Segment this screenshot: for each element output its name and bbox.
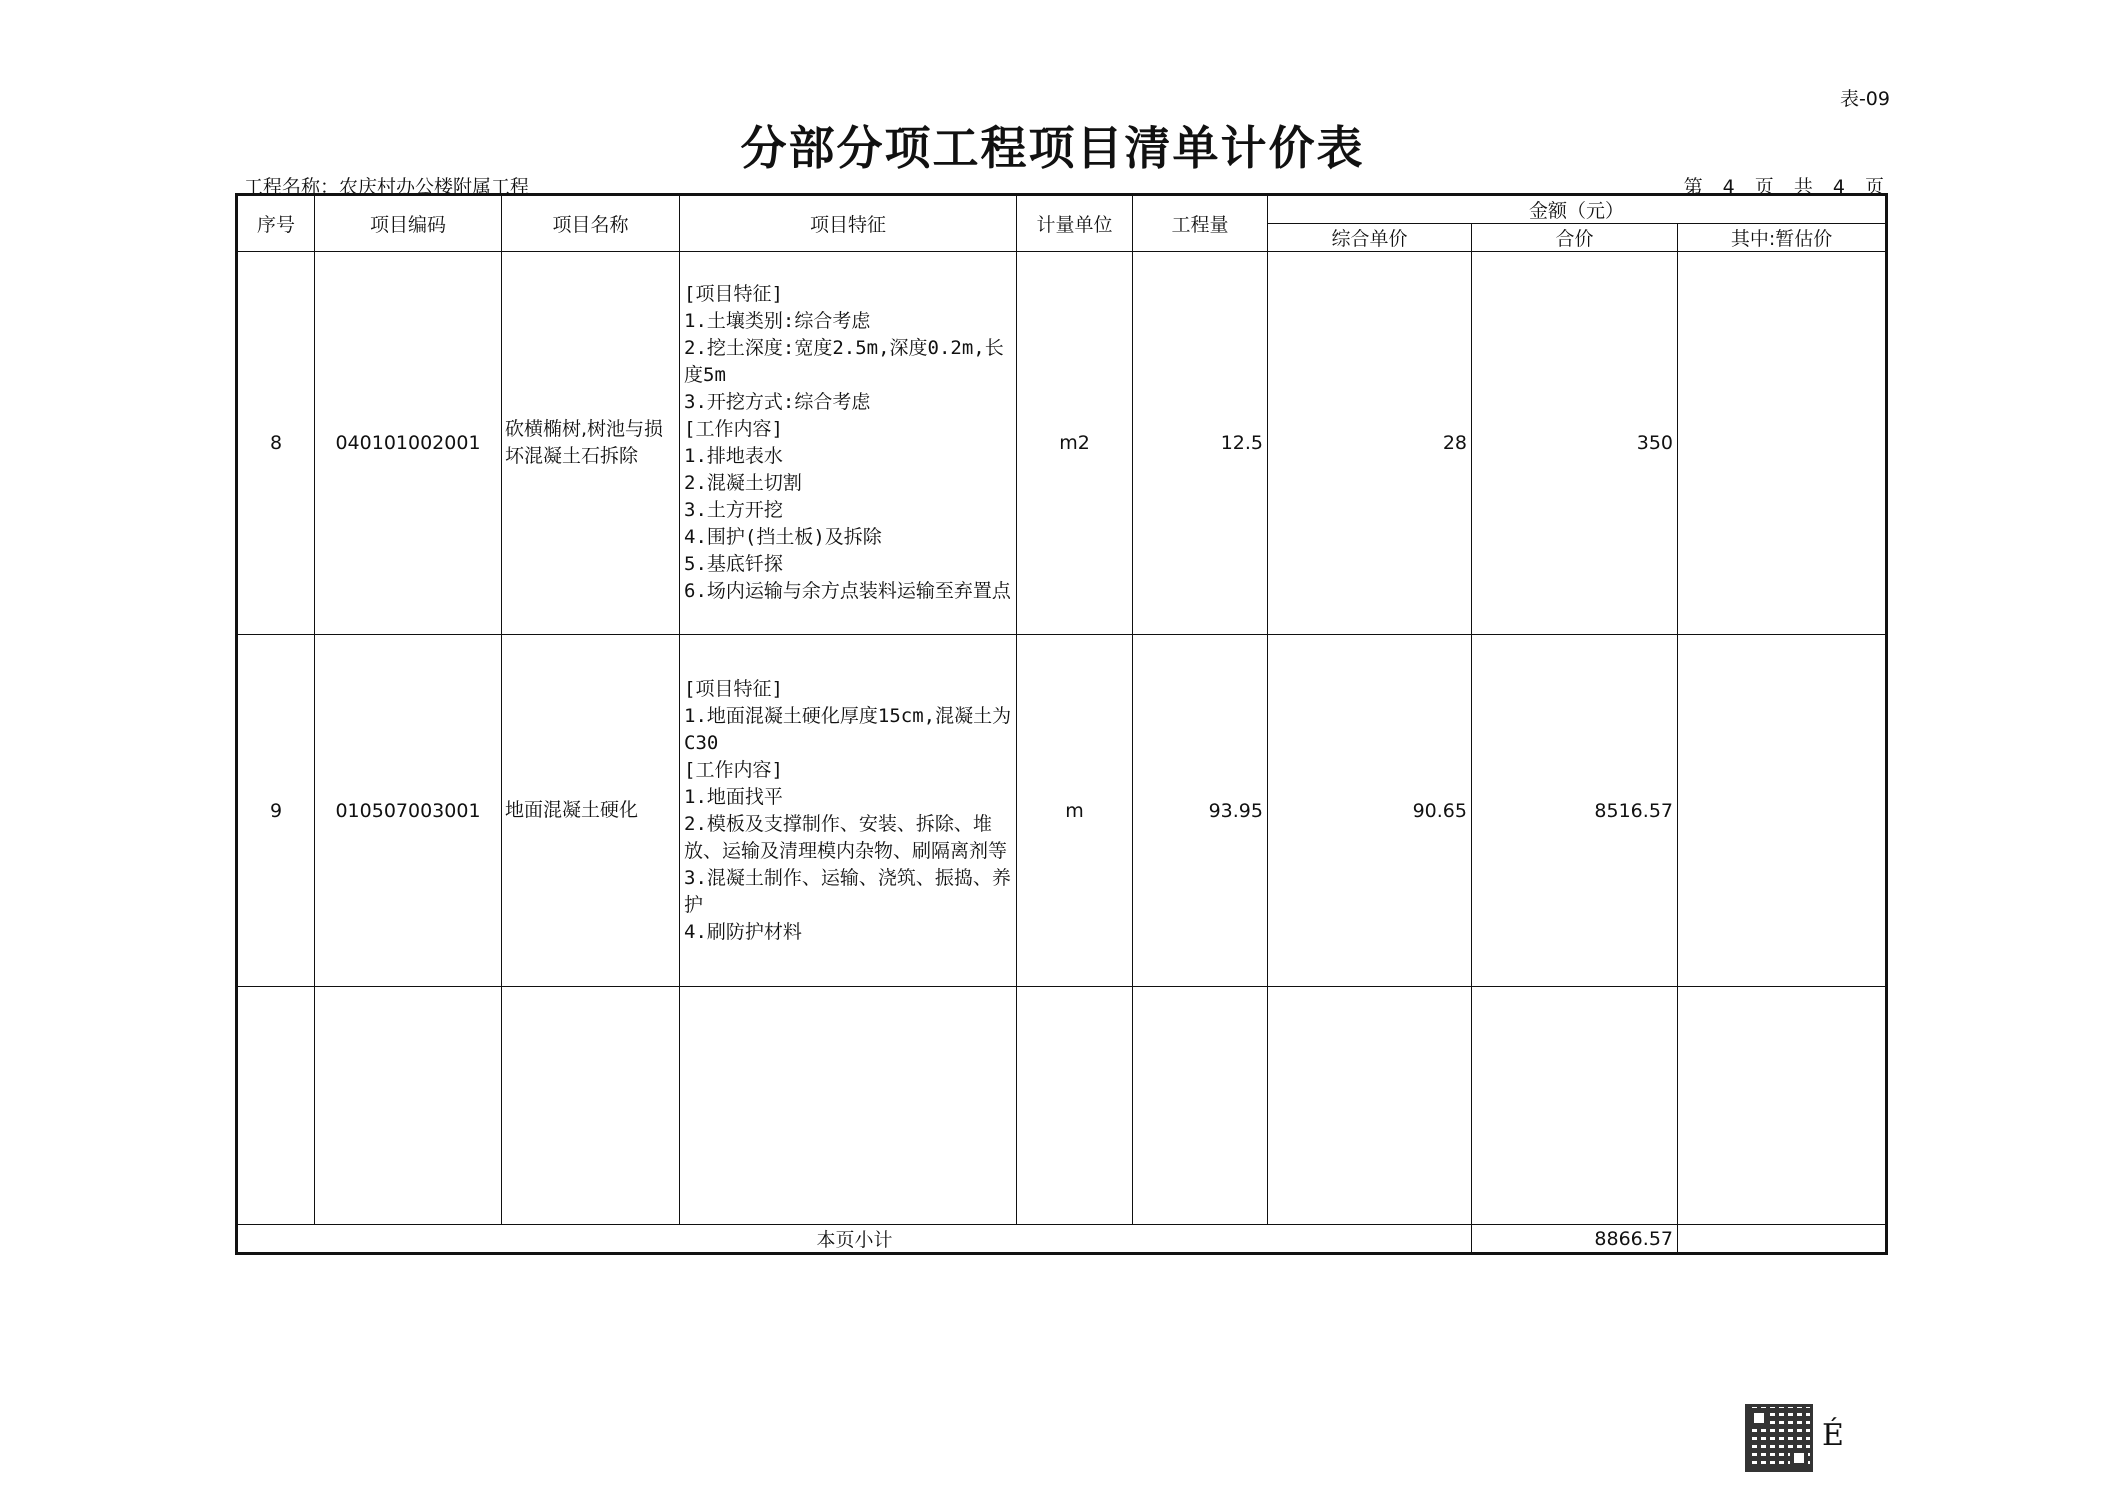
project-name: 农庆村办公楼附属工程	[339, 176, 530, 198]
empty-cell	[1268, 987, 1472, 1225]
row-code: 010507003001	[315, 635, 502, 987]
table-row	[237, 252, 1887, 635]
row-index: 8	[237, 252, 315, 635]
row-provisional	[1678, 635, 1887, 987]
empty-cell	[315, 987, 502, 1225]
col-code-header: 项目编码	[315, 195, 502, 252]
row-features: [项目特征] 1.土壤类别:综合考虑 2.挖土深度:宽度2.5m,深度0.2m,长度5m 3.开挖方式:综合考虑 [工作内容] 1.排地表水 2.混凝土切割 3.土方开挖 4.围护(挡土板)及拆除 5.基底钎探 6.场内运输与余方点装料运输至弃置点	[680, 252, 1017, 635]
subtotal-value: 8866.57	[1472, 1225, 1678, 1254]
subtotal-label: 本页小计	[237, 1225, 1472, 1254]
col-unit-price-header: 综合单价	[1268, 224, 1472, 252]
project-label: 工程名称：	[244, 176, 340, 198]
qr-code-icon	[1745, 1404, 1813, 1472]
empty-cell	[1017, 987, 1133, 1225]
row-quantity: 12.5	[1133, 252, 1268, 635]
col-quantity-header: 工程量	[1133, 195, 1268, 252]
col-features-header: 项目特征	[680, 195, 1017, 252]
row-unit-price: 90.65	[1268, 635, 1472, 987]
row-index: 9	[237, 635, 315, 987]
empty-cell	[680, 987, 1017, 1225]
row-unit-price: 28	[1268, 252, 1472, 635]
col-index-header: 序号	[237, 195, 315, 252]
empty-cell	[1472, 987, 1678, 1225]
page-title: 分部分项工程项目清单计价表	[740, 121, 1365, 175]
col-provisional-header: 其中:暂估价	[1678, 224, 1887, 252]
row-total: 8516.57	[1472, 635, 1678, 987]
row-code: 040101002001	[315, 252, 502, 635]
row-features: [项目特征] 1.地面混凝土硬化厚度15cm,混凝土为C30 [工作内容] 1.地面找平 2.模板及支撑制作、安装、拆除、堆放、运输及清理模内杂物、刷隔离剂等 3.混凝土制作、运输、浇筑、振捣、养护 4.刷防护材料	[680, 635, 1017, 987]
row-unit: m	[1017, 635, 1133, 987]
col-name-header: 项目名称	[502, 195, 680, 252]
pricing-table	[235, 193, 1888, 1255]
form-code: 表-09	[1839, 88, 1890, 110]
empty-cell	[237, 987, 315, 1225]
col-amount-group-header: 金额（元）	[1268, 195, 1887, 224]
row-provisional	[1678, 252, 1887, 635]
col-total-header: 合价	[1472, 224, 1678, 252]
subtotal-provisional	[1678, 1225, 1887, 1254]
header-row	[237, 195, 1887, 224]
col-unit-header: 计量单位	[1017, 195, 1133, 252]
row-total: 350	[1472, 252, 1678, 635]
empty-cell	[1678, 987, 1887, 1225]
row-unit: m2	[1017, 252, 1133, 635]
subtotal-row	[237, 1225, 1887, 1254]
qr-mark: É	[1822, 1418, 1844, 1453]
empty-cell	[502, 987, 680, 1225]
table-row	[237, 635, 1887, 987]
table-row-empty	[237, 987, 1887, 1225]
row-name: 砍横椭树,树池与损坏混凝土石拆除	[502, 252, 680, 635]
page-info: 第 4 页 共 4 页	[1683, 176, 1884, 198]
empty-cell	[1133, 987, 1268, 1225]
row-quantity: 93.95	[1133, 635, 1268, 987]
row-name: 地面混凝土硬化	[502, 635, 680, 987]
